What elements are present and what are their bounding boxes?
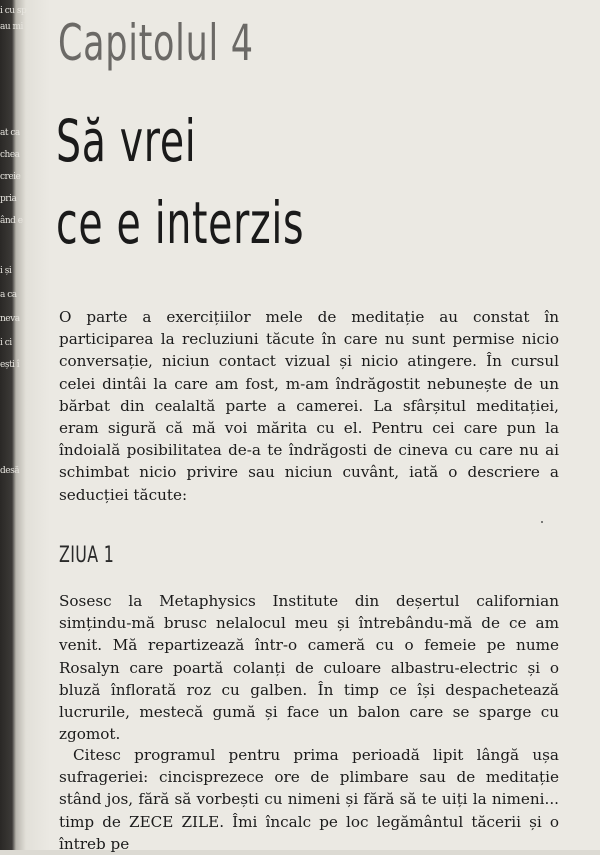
print-speck — [541, 521, 543, 523]
bleed-line: i și — [0, 266, 12, 276]
bleed-line: creie — [0, 172, 21, 182]
bleed-line: at ca — [0, 128, 20, 138]
bleed-line: au mi — [0, 22, 23, 32]
intro-paragraph: O parte a exercițiilor mele de meditație au constat în participarea la recluziuni tăcute în care nu sunt permise nicio conversație, niciun contact vizual și nicio atingere. În cursul celei dintâi la care am fost, m-am îndrăgostit nebunește de un bărbat din cealaltă parte a camerei. La sfârșitul meditației, eram sigură că mă voi mărita cu el. Pentru cei care pun la îndoială posibilitatea de-a te îndrăgosti de cineva cu care nu ai schimbat nicio privire sau niciun cuvânt, iată o descriere a seducției tăcute: — [59, 308, 559, 504]
section-heading: ZIUA 1 — [59, 543, 115, 568]
bleed-line: desă — [0, 466, 20, 476]
bleed-line: pria — [0, 194, 17, 204]
bleed-line: neva — [0, 314, 20, 324]
bleed-line: chea — [0, 150, 20, 160]
bleed-line: a ca — [0, 290, 17, 300]
bleed-line: i ci — [0, 338, 12, 348]
bleed-line: ând e — [0, 216, 23, 226]
bleed-line: i cu sp — [0, 6, 27, 16]
bleed-line: ești î — [0, 360, 20, 370]
program-paragraph: Citesc programul pentru prima perioadă lipit lângă ușa sufrageriei: cincisprezece ore de plimbare sau de meditație stând jos, fără să vorbești cu nimeni și fără să te uiți la nimeni... timp de ZECE ZILE. Îmi încalc pe loc legământul tăcerii și o întreb pe — [59, 746, 559, 853]
chapter-number-label: Capitolul 4 — [58, 14, 254, 72]
facing-page-margin-bleed — [0, 0, 27, 850]
chapter-title-line-2: ce e interzis — [56, 189, 305, 257]
day-1-paragraph: Sosesc la Metaphysics Institute din deșertul californian simțindu-mă brusc nelalocul meu și întrebându-mă de ce am venit. Mă repartizează într-o cameră cu o femeie pe nume Rosalyn care poartă colanți de culoare albastru-electric și o bluză înflorată roz cu galben. În timp ce își despachetează lucrurile, mestecă gumă și face un balon care se sparge cu zgomot. — [59, 592, 559, 744]
chapter-title-line-1: Să vrei — [56, 107, 197, 175]
